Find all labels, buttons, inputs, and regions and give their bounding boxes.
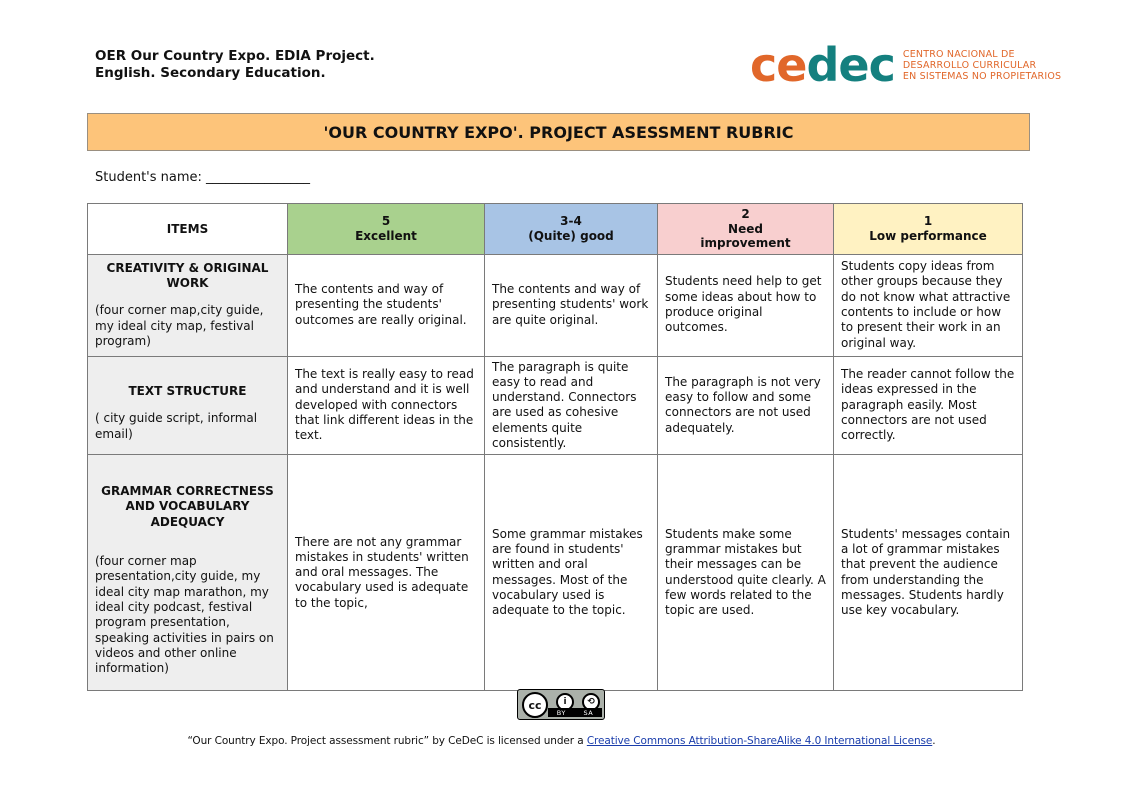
table-row	[88, 455, 1023, 691]
score-1-header: 1 Low performance	[834, 204, 1023, 255]
item-title: CREATIVITY & ORIGINAL WORK	[106, 260, 269, 291]
criteria-cell-5: There are not any grammar mistakes in students' written and oral messages. The vocabulary used is adequate to the topic,	[288, 455, 485, 691]
criteria-cell-3-4: Some grammar mistakes are found in students' written and oral messages. Most of the vocabulary used is adequate to the topic.	[485, 455, 658, 691]
cc-license-badge[interactable]	[517, 689, 605, 720]
cc-icon: cc	[522, 692, 548, 718]
items-header: ITEMS	[88, 204, 288, 255]
share-alike-icon: ⟲	[582, 693, 600, 711]
rubric-title: 'OUR COUNTRY EXPO'. PROJECT ASESSMENT RUBRIC	[87, 113, 1030, 151]
attribution-icon: i	[556, 693, 574, 711]
item-description: (four corner map,city guide, my ideal city map, festival program)	[95, 303, 264, 348]
header-line-2: English. Secondary Education.	[95, 65, 326, 81]
license-link[interactable]: Creative Commons Attribution-ShareAlike 4.0 International License	[586, 735, 933, 747]
criteria-cell-5: The contents and way of presenting the students' outcomes are really original.	[288, 254, 485, 356]
score-2-header: 2 Need improvement	[658, 204, 834, 255]
item-title: TEXT STRUCTURE	[128, 383, 247, 398]
logo-wordmark: cedec	[750, 38, 895, 92]
criteria-cell-3-4: The contents and way of presenting students' work are quite original.	[485, 254, 658, 356]
license-text-end: .	[932, 735, 936, 747]
document-header	[95, 48, 375, 82]
criteria-cell-2: Students make some grammar mistakes but their messages can be understood quite clearly. A few words related to the topic are used.	[658, 455, 834, 691]
criteria-cell-1: Students' messages contain a lot of grammar mistakes that prevent the audience from understanding the messages. Students hardly use key vocabulary.	[834, 455, 1023, 691]
table-row	[88, 356, 1023, 455]
item-description: (four corner map presentation,city guide, my ideal city map marathon, my ideal city podcast, festival program presentation, speaking activities in pairs on videos and other online information)	[95, 554, 274, 676]
criteria-cell-5: The text is really easy to read and understand and it is well developed with connectors that link different ideas in the text.	[288, 356, 485, 455]
item-cell	[88, 254, 288, 356]
item-description: ( city guide script, informal email)	[95, 411, 258, 441]
criteria-cell-1: Students copy ideas from other groups because they do not know what attractive contents to include or how to present their work in an original way.	[834, 254, 1023, 356]
criteria-cell-1: The reader cannot follow the ideas expressed in the paragraph easily. Most connectors are not used correctly.	[834, 356, 1023, 455]
license-footer	[0, 735, 1123, 747]
rubric-table	[87, 203, 1023, 691]
item-title: GRAMMAR CORRECTNESS AND VOCABULARY ADEQUACY	[101, 484, 274, 529]
criteria-cell-2: The paragraph is not very easy to follow and some connectors are not used adequately.	[658, 356, 834, 455]
score-5-header: 5 Excellent	[288, 204, 485, 255]
item-cell	[88, 356, 288, 455]
item-cell	[88, 455, 288, 691]
cedec-logo	[750, 38, 1062, 92]
score-3-4-header: 3-4 (Quite) good	[485, 204, 658, 255]
header-row	[88, 204, 1023, 255]
cc-badge-strip: BY SA	[548, 708, 602, 717]
criteria-cell-3-4: The paragraph is quite easy to read and understand. Connectors are used as cohesive elements quite consistently.	[485, 356, 658, 455]
student-name-field: Student's name: ________________	[95, 170, 311, 185]
criteria-cell-2: Students need help to get some ideas about how to produce original outcomes.	[658, 254, 834, 356]
header-line-1: OER Our Country Expo. EDIA Project.	[95, 48, 375, 64]
license-text: “Our Country Expo. Project assessment rubric” by CeDeC is licensed under a	[187, 735, 587, 747]
logo-subtitle: CENTRO NACIONAL DE DESARROLLO CURRICULAR EN SISTEMAS NO PROPIETARIOS	[902, 48, 1062, 82]
table-row	[88, 254, 1023, 356]
